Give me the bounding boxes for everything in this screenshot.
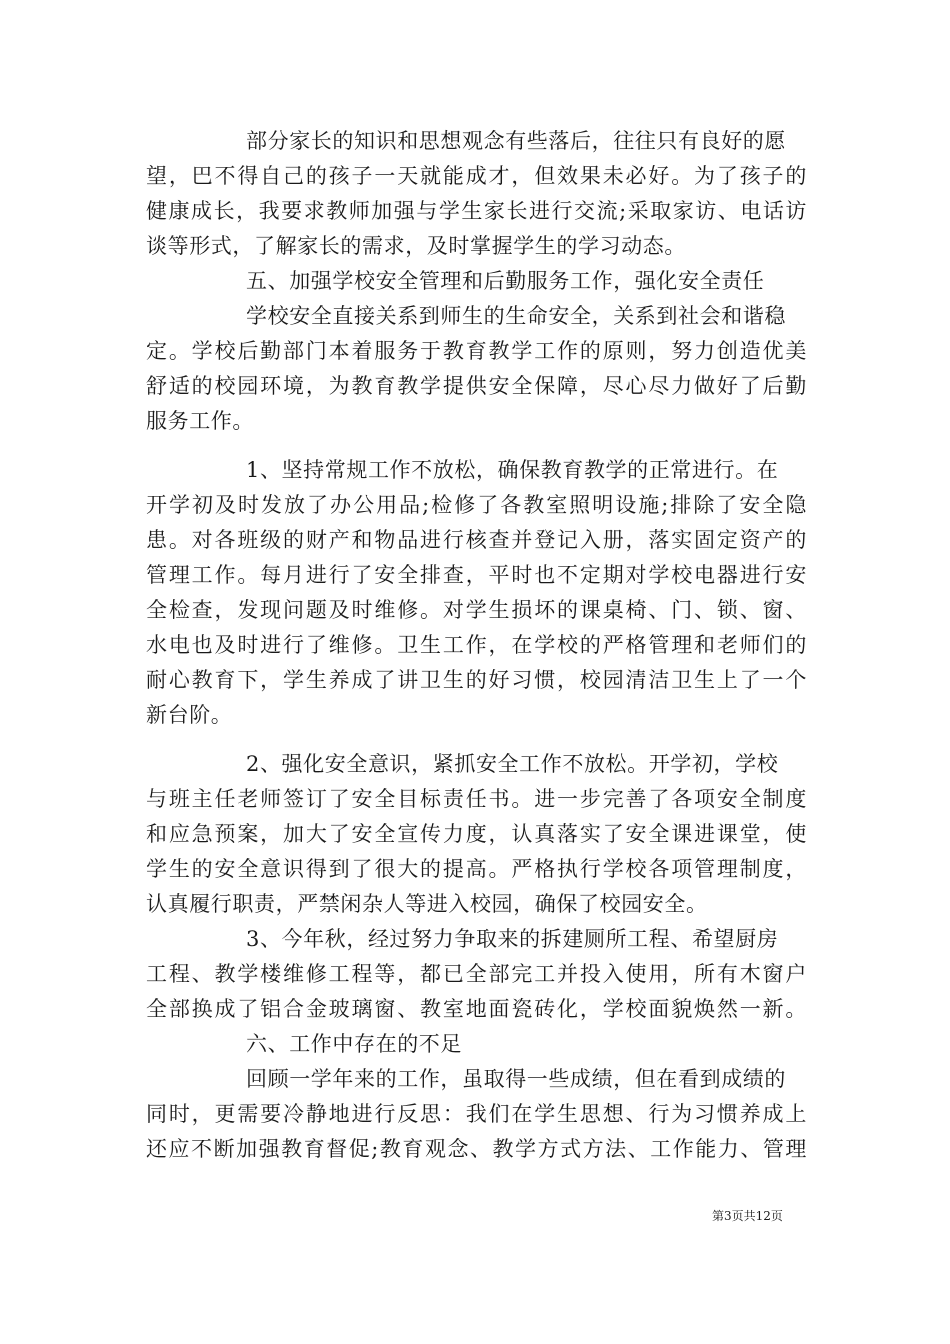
text-line: 部分家长的知识和思想观念有些落后，往往只有良好的愿 (246, 129, 786, 153)
text-line: 健康成长，我要求教师加强与学生家长进行交流;采取家访、电话访 (146, 199, 807, 223)
text-line: 认真履行职责，严禁闲杂人等进入校园，确保了校园安全。 (146, 892, 708, 916)
text-line: 耐心教育下，学生养成了讲卫生的好习惯，校园清洁卫生上了一个 (146, 668, 807, 692)
text-line: 学校安全直接关系到师生的生命安全，关系到社会和谐稳 (246, 304, 786, 328)
text-line: 谈等形式，了解家长的需求，及时掌握学生的学习动态。 (146, 234, 686, 258)
text-line: 新台阶。 (146, 703, 233, 727)
text-line: 开学初及时发放了办公用品;检修了各教室照明设施;排除了安全隐 (146, 493, 807, 517)
text-line: 回顾一学年来的工作，虽取得一些成绩，但在看到成绩的 (246, 1067, 786, 1091)
text-line: 工程、教学楼维修工程等，都已全部完工并投入使用，所有木窗户 (146, 962, 807, 986)
section-heading: 六、工作中存在的不足 (246, 1032, 462, 1056)
text-line: 还应不断加强教育督促;教育观念、教学方式方法、工作能力、管理 (146, 1137, 807, 1161)
text-line: 全部换成了铝合金玻璃窗、教室地面瓷砖化，学校面貌焕然一新。 (146, 997, 807, 1021)
text-line: 和应急预案，加大了安全宣传力度，认真落实了安全课进课堂，使 (146, 822, 807, 846)
text-line: 服务工作。 (146, 409, 254, 433)
text-line: 定。学校后勤部门本着服务于教育教学工作的原则，努力创造优美 (146, 339, 807, 363)
text-line: 同时，更需要冷静地进行反思：我们在学生思想、行为习惯养成上 (146, 1102, 807, 1126)
text-line: 全检查，发现问题及时维修。对学生损坏的课桌椅、门、锁、窗、 (146, 598, 807, 622)
text-line: 患。对各班级的财产和物品进行核查并登记入册，落实固定资产的 (146, 528, 807, 552)
text-line: 望，巴不得自己的孩子一天就能成才，但效果未必好。为了孩子的 (146, 164, 807, 188)
section-heading: 五、加强学校安全管理和后勤服务工作，强化安全责任 (246, 269, 765, 293)
text-line: 学生的安全意识得到了很大的提高。严格执行学校各项管理制度， (146, 857, 807, 881)
text-line: 舒适的校园环境，为教育教学提供安全保障，尽心尽力做好了后勤 (146, 374, 807, 398)
text-line: 1、坚持常规工作不放松，确保教育教学的正常进行。在 (246, 458, 779, 482)
text-line: 管理工作。每月进行了安全排查，平时也不定期对学校电器进行安 (146, 563, 807, 587)
text-line: 与班主任老师签订了安全目标责任书。进一步完善了各项安全制度 (146, 787, 807, 811)
text-line: 3、今年秋，经过努力争取来的拆建厕所工程、希望厨房 (246, 927, 779, 951)
page-number: 第3页共12页 (712, 1209, 783, 1223)
text-line: 2、强化安全意识，紧抓安全工作不放松。开学初，学校 (246, 752, 779, 776)
text-line: 水电也及时进行了维修。卫生工作，在学校的严格管理和老师们的 (146, 633, 807, 657)
